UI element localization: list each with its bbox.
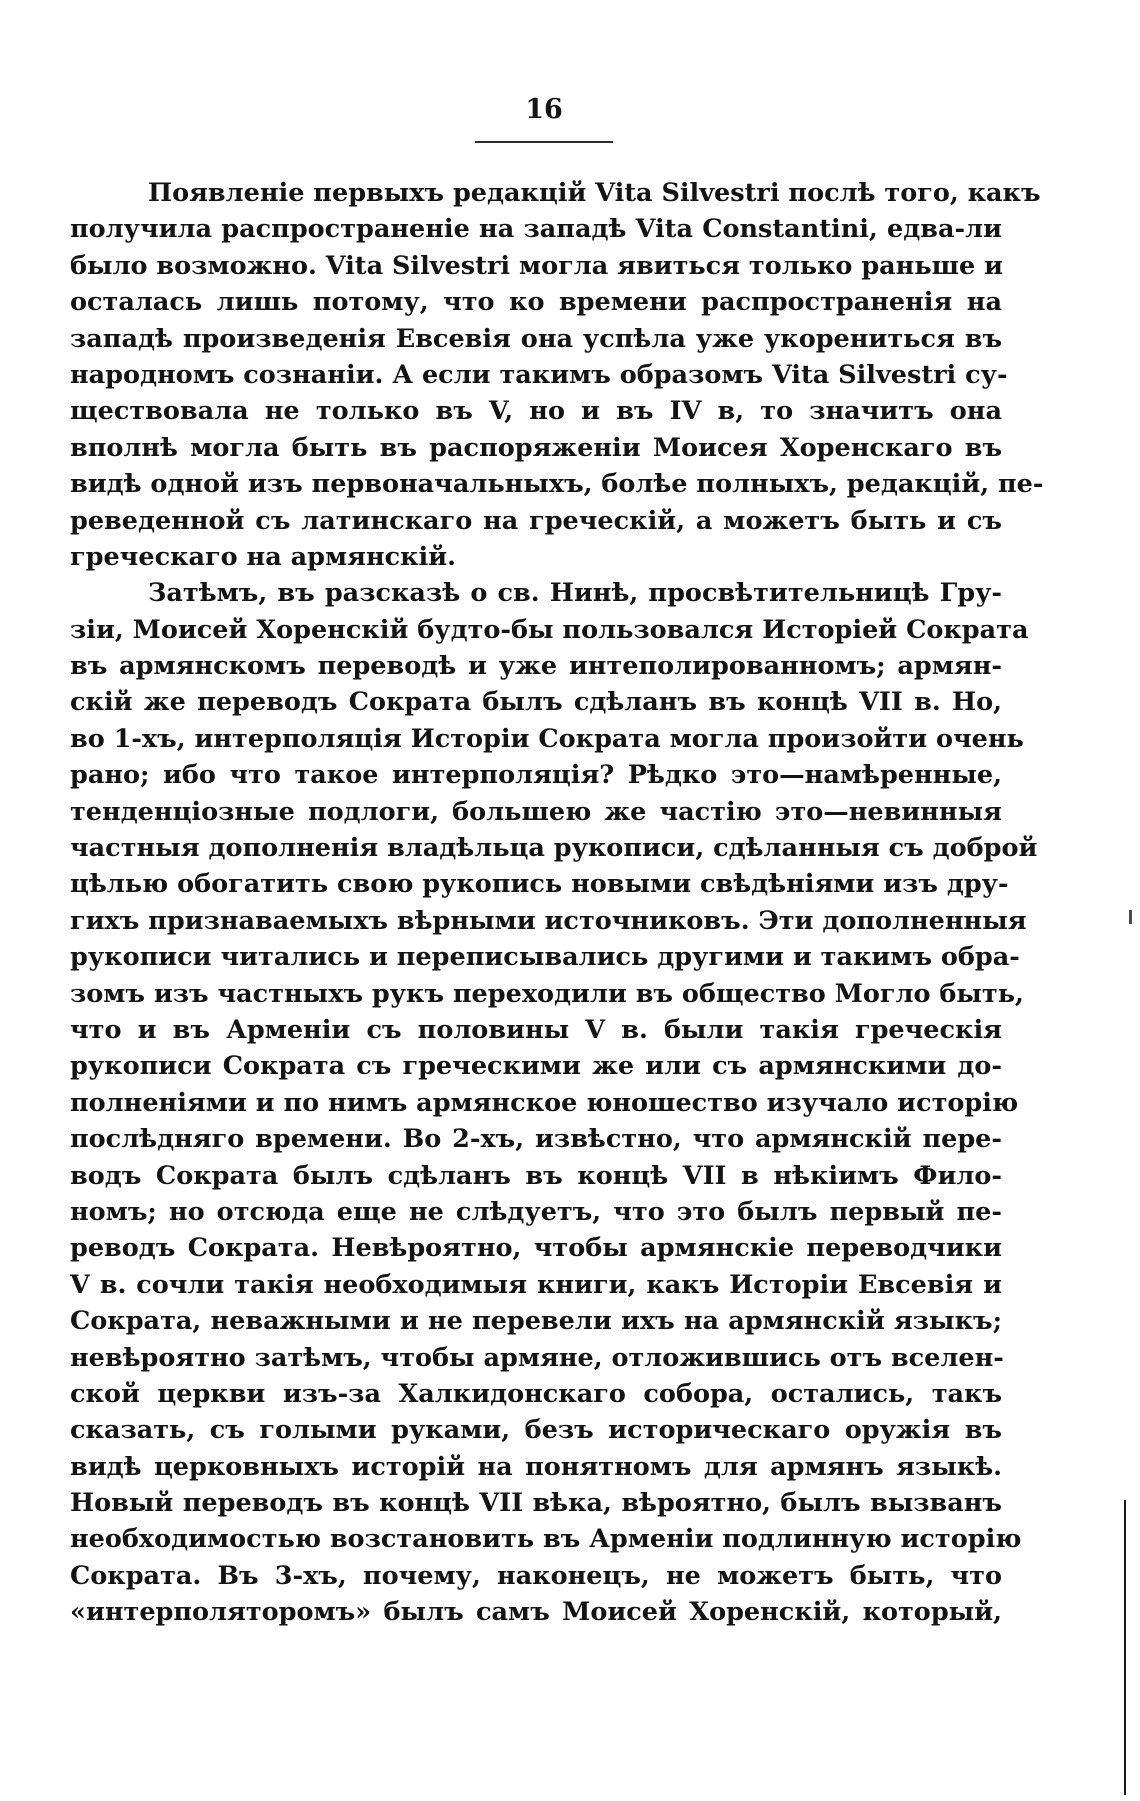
- body-text: [70, 175, 1044, 1631]
- text-line: необходимостью возстановить въ Арменіи подлинную исторію: [70, 1524, 1022, 1555]
- page-number: 16: [525, 94, 563, 125]
- text-line: полненіями и по нимъ армянское юношество изучало исторію: [70, 1087, 1019, 1118]
- text-line: народномъ сознаніи. А если такимъ образомъ Vita Silvestri су-: [70, 359, 1008, 390]
- text-line: частныя дополненія владѣльца рукописи, сдѣланныя съ доброй: [70, 833, 1038, 864]
- text-line: западѣ произведенія Евсевія она успѣла уже укорениться въ: [70, 323, 1002, 354]
- text-line: Сократа. Въ 3-хъ, почему, наконецъ, не можетъ быть, что: [70, 1560, 1002, 1591]
- paragraph-1: [70, 175, 1044, 575]
- text-line: Сократа, неважными и не перевели ихъ на армянскій языкъ;: [70, 1306, 1002, 1337]
- text-line: что и въ Арменіи съ половины V в. были такія греческія: [70, 1014, 1002, 1045]
- text-line: ществовала не только въ V, но и въ IV в, то значитъ она: [70, 396, 1002, 427]
- text-line: Затѣмъ, въ разсказѣ о св. Нинѣ, просвѣтительницѣ Гру-: [148, 578, 1002, 609]
- text-line: видѣ церковныхъ исторій на понятномъ для армянъ языкѣ.: [70, 1451, 1002, 1482]
- text-line: тенденціозные подлоги, большею же частію это—невинныя: [70, 796, 1002, 827]
- text-line: рано; ибо что такое интерполяція? Рѣдко это—намѣренные,: [70, 760, 1002, 791]
- text-line: зомъ изъ частныхъ рукъ переходили въ общество Могло быть,: [70, 978, 1024, 1009]
- text-line: V в. сочли такія необходимыя книги, какъ Исторіи Евсевія и: [70, 1269, 1002, 1300]
- text-line: получила распространеніе на западѣ Vita Constantini, едва-ли: [70, 214, 1002, 245]
- text-line: номъ; но отсюда еще не слѣдуетъ, что это былъ первый пе-: [70, 1196, 1002, 1227]
- text-line: гихъ признаваемыхъ вѣрными источниковъ. Эти дополненныя: [70, 905, 1027, 936]
- text-line: осталась лишь потому, что ко времени распространенія на: [70, 287, 1002, 318]
- text-line: водъ Сократа былъ сдѣланъ въ концѣ VII в нѣкіимъ Фило-: [70, 1160, 1002, 1191]
- text-line: реведенной съ латинскаго на греческій, а можетъ быть и съ: [70, 505, 1002, 536]
- text-line: ской церкви изъ-за Халкидонскаго собора, остались, такъ: [70, 1378, 1002, 1409]
- text-line: Новый переводъ въ концѣ VII вѣка, вѣроятно, былъ вызванъ: [70, 1488, 1002, 1519]
- text-line: было возможно. Vita Silvestri могла явиться только раньше и: [70, 250, 1004, 281]
- text-line: скій же переводъ Сократа былъ сдѣланъ въ концѣ VII в. Но,: [70, 687, 1002, 718]
- text-line: послѣдняго времени. Во 2-хъ, извѣстно, что армянскій пере-: [70, 1124, 1002, 1155]
- scan-edge-line: [1124, 1500, 1126, 1795]
- text-line: въ армянскомъ переводѣ и уже интеполированномъ; армян-: [70, 651, 1002, 682]
- text-line: рукописи Сократа съ греческими же или съ армянскими до-: [70, 1051, 1002, 1082]
- page-number-rule: [475, 141, 613, 143]
- text-line: зіи, Моисей Хоренскій будто-бы пользовался Исторіей Сократа: [70, 614, 1029, 645]
- text-line: невѣроятно затѣмъ, чтобы армяне, отложившись отъ вселен-: [70, 1342, 1004, 1373]
- text-line: сказать, съ голыми руками, безъ историческаго оружія въ: [70, 1415, 1002, 1446]
- text-line: вполнѣ могла быть въ распоряженіи Моисея Хоренскаго въ: [70, 432, 1002, 463]
- text-line: цѣлью обогатить свою рукопись новыми свѣдѣніями изъ дру-: [70, 869, 1009, 900]
- text-line: Появленіе первыхъ редакцій Vita Silvestri послѣ того, какъ: [148, 178, 1041, 208]
- text-line: реводъ Сократа. Невѣроятно, чтобы армянскіе переводчики: [70, 1233, 1002, 1264]
- paragraph-2: [70, 575, 1038, 1630]
- text-line: во 1-хъ, интерполяція Исторіи Сократа могла произойти очень: [70, 723, 1024, 754]
- scan-artifact-mark: [1129, 910, 1132, 924]
- text-line: видѣ одной изъ первоначальныхъ, болѣе полныхъ, редакцій, пе-: [70, 469, 1044, 500]
- text-line: «интерполяторомъ» былъ самъ Моисей Хоренскій, который,: [70, 1597, 1002, 1628]
- text-line: рукописи читались и переписывались другими и такимъ обра-: [70, 942, 1020, 973]
- text-line: греческаго на армянскій.: [70, 541, 457, 572]
